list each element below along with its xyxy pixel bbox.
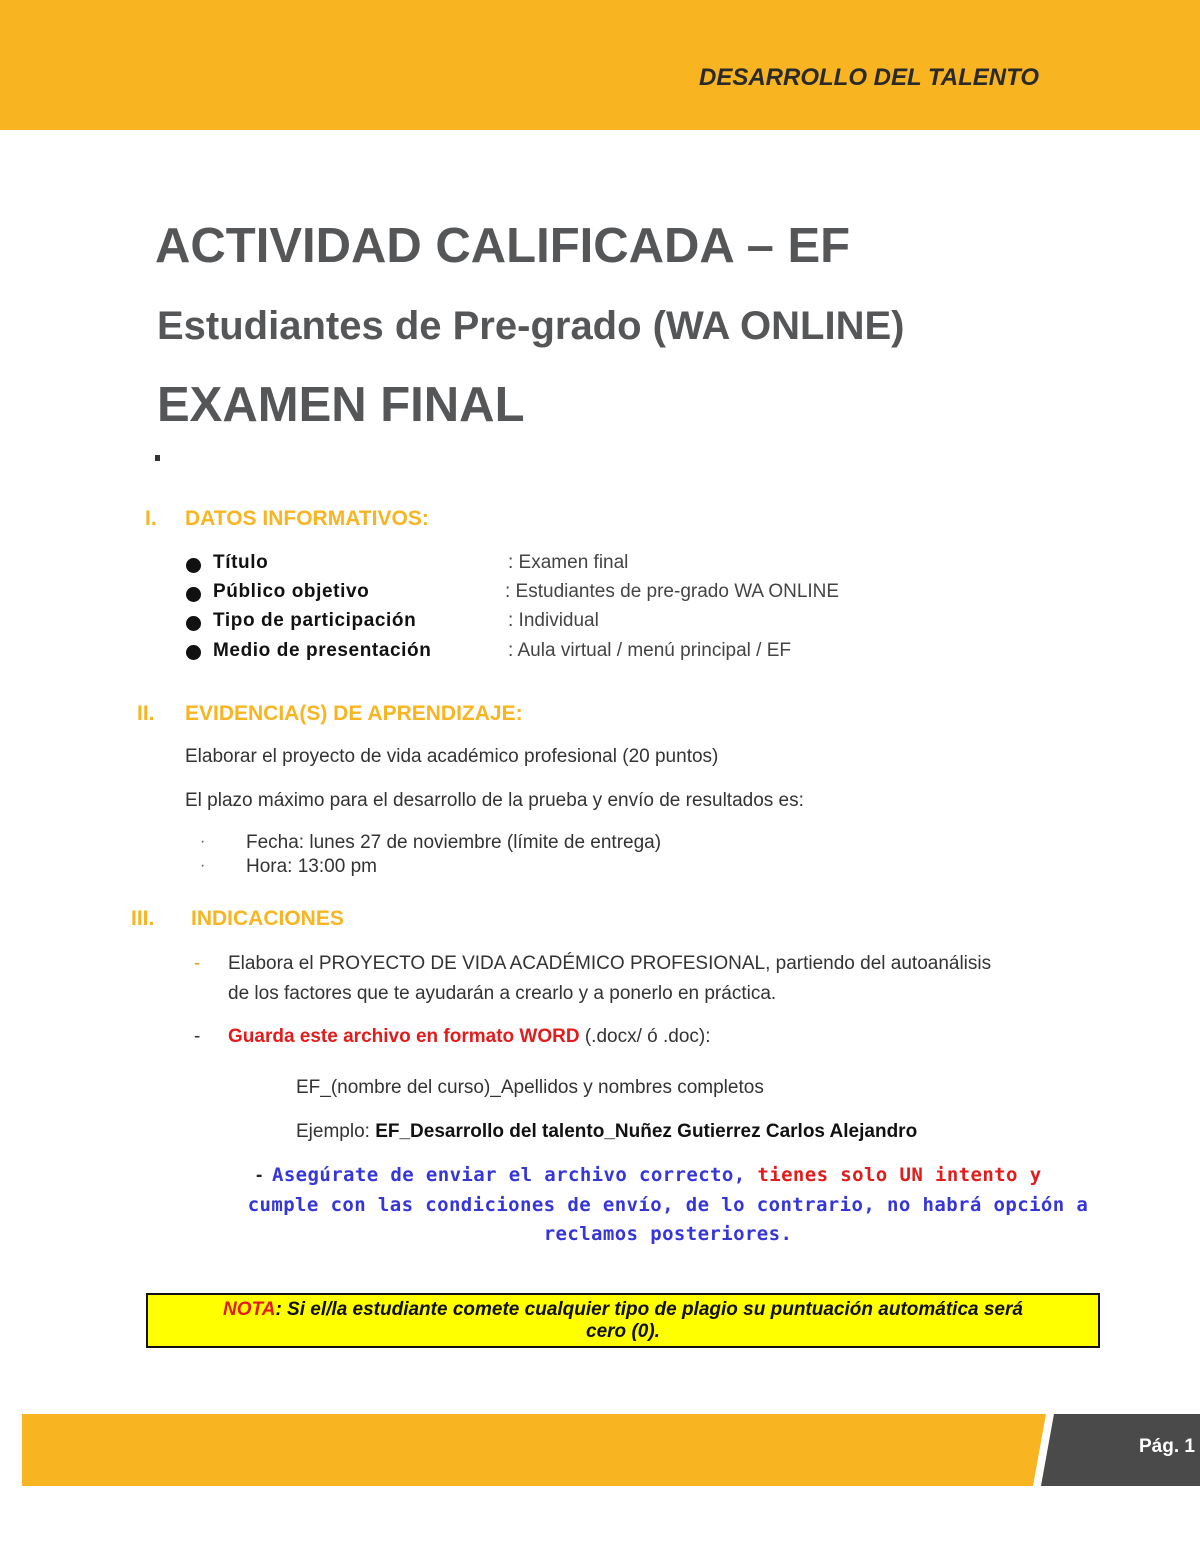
instruction-1-line1: Elabora el PROYECTO DE VIDA ACADÉMICO PROFESIONAL, partiendo del autoanálisis (228, 953, 992, 974)
main-title: ACTIVIDAD CALIFICADA – EF (155, 219, 851, 273)
bullet-dot-icon (186, 587, 201, 602)
info-label-publico: Público objetivo (213, 581, 370, 602)
subtitle: Estudiantes de Pre-grado (WA ONLINE) (157, 304, 905, 348)
file-name-example (296, 1121, 917, 1143)
footer-dark-shape (0, 1414, 1200, 1486)
example-label: Ejemplo: (296, 1121, 376, 1142)
warning-line3: reclamos posteriores. (543, 1223, 793, 1245)
warning-line2: cumple con las condiciones de envío, de lo contrario, no habrá opción a (247, 1194, 1089, 1216)
page-number: Pág. 1 (1139, 1436, 1195, 1457)
deadline-date: Fecha: lunes 27 de noviembre (límite de entrega) (246, 832, 662, 853)
nota-line2: cero (0). (586, 1321, 660, 1342)
deadline-time: Hora: 13:00 pm (246, 856, 377, 877)
bullet-mark (155, 455, 160, 461)
evidence-paragraph: Elaborar el proyecto de vida académico profesional (20 puntos) (185, 746, 719, 767)
instruction-2 (228, 1026, 711, 1048)
file-name-format: EF_(nombre del curso)_Apellidos y nombres completos (296, 1077, 764, 1098)
bullet-dot-icon (186, 558, 201, 573)
nota-box (146, 1293, 1100, 1348)
section1-title: DATOS INFORMATIVOS: (185, 507, 429, 530)
deadline-paragraph: El plazo máximo para el desarrollo de la prueba y envío de resultados es: (185, 790, 804, 811)
section1-number: I. (145, 507, 157, 530)
save-format-highlight: Guarda este archivo en formato WORD (228, 1026, 580, 1047)
info-value-publico: : Estudiantes de pre-grado WA ONLINE (505, 581, 840, 602)
instruction-1-line2: de los factores que te ayudarán a crearlo y a ponerlo en práctica. (228, 983, 777, 1004)
bullet-dot-icon (186, 616, 201, 631)
bullet-middot: · (200, 833, 206, 850)
info-value-medio: : Aula virtual / menú principal / EF (508, 640, 792, 661)
section3-title: INDICACIONES (191, 907, 344, 930)
warning-dash: - (256, 1165, 263, 1186)
info-value-tipo: : Individual (508, 610, 599, 631)
warning-line1 (272, 1164, 1042, 1186)
save-format-extensions: (.docx/ ó .doc): (579, 1026, 711, 1047)
section3-number: III. (131, 907, 155, 930)
warning-line1-blue: Asegúrate de enviar el archivo correcto, (272, 1164, 758, 1186)
header-title: DESARROLLO DEL TALENTO (699, 64, 1040, 91)
nota-label: NOTA (223, 1299, 276, 1320)
bullet-middot: · (200, 857, 206, 874)
warning-line1-red: tienes solo UN intento y (757, 1164, 1042, 1186)
info-label-tipo: Tipo de participación (213, 610, 417, 631)
exam-title: EXAMEN FINAL (157, 378, 525, 432)
info-label-medio: Medio de presentación (213, 640, 432, 661)
section2-number: II. (137, 702, 155, 725)
list-dash: - (194, 1026, 201, 1047)
info-label-titulo: Título (213, 552, 269, 573)
example-value: EF_Desarrollo del talento_Nuñez Gutierrez Carlos Alejandro (375, 1121, 918, 1142)
list-dash: - (194, 953, 201, 974)
nota-text: : Si el/la estudiante comete cualquier tipo de plagio su puntuación automática será (275, 1299, 1023, 1320)
bullet-dot-icon (186, 645, 201, 660)
nota-line1 (148, 1299, 1098, 1321)
info-value-titulo: : Examen final (508, 552, 629, 573)
section2-title: EVIDENCIA(S) DE APRENDIZAJE: (185, 702, 523, 725)
